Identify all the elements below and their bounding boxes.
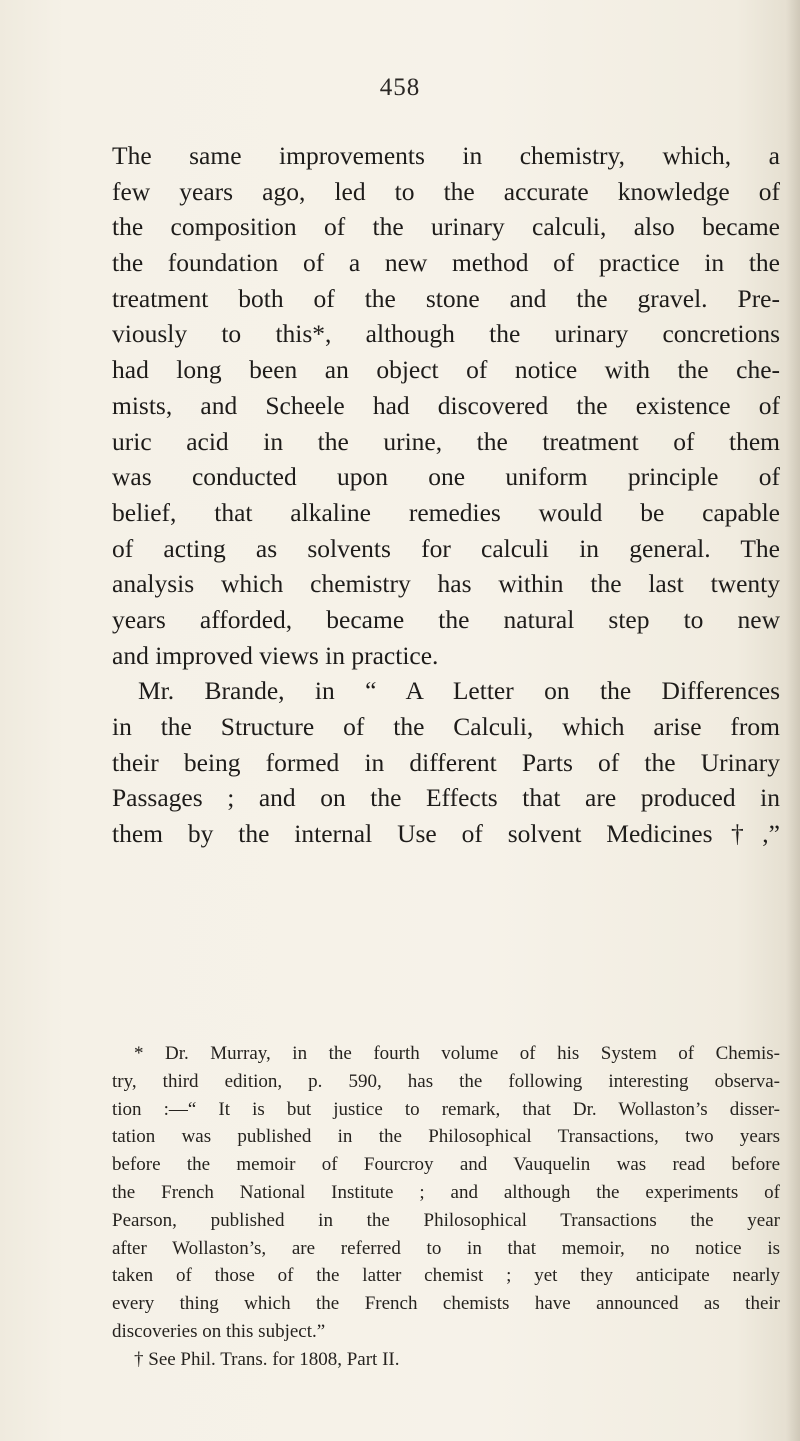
body-line: The same improvements in chemistry, which, a [112,141,780,170]
footnotes-block [112,1040,780,1374]
body-line: viously to this*, although the urinary concretions [112,319,780,349]
body-line: treatment both of the stone and the gravel. Pre- [112,283,780,313]
body-line: their being formed in different Parts of the Urinary [112,747,780,777]
footnote-line: † See Phil. Trans. for 1808, Part II. [134,1348,400,1370]
footnote-line: tion :—“ It is but justice to remark, that Dr. Wollaston’s disser- [112,1098,780,1120]
body-line: analysis which chemistry has within the last twenty [112,569,780,599]
footnote-line: discoveries on this subject.” [112,1320,326,1342]
body-line: in the Structure of the Calculi, which arise from [112,712,780,741]
footnote-line: the French National Institute ; and although the experiments of [112,1181,780,1203]
body-line: of acting as solvents for calculi in general. The [112,533,780,563]
body-line: was conducted upon one uniform principle of [112,462,780,492]
footnote-line: * Dr. Murray, in the fourth volume of his System of Chemis- [134,1043,780,1064]
footnote-line: try, third edition, p. 590, has the following interesting observa- [112,1070,780,1092]
footnote-line: before the memoir of Fourcroy and Vauquelin was read before [112,1154,780,1176]
main-text-block [112,138,780,852]
footnote-line: Pearson, published in the Philosophical Transactions the year [112,1209,780,1231]
body-line: had long been an object of notice with the che- [112,355,780,385]
body-line: belief, that alkaline remedies would be capable [112,497,780,527]
footnote-line: tation was published in the Philosophical Transactions, two years [112,1126,780,1148]
body-line: Mr. Brande, in “ A Letter on the Differences [138,676,780,706]
body-line: Passages ; and on the Effects that are produced in [112,783,780,813]
footnote-line: after Wollaston’s, are referred to in that memoir, no notice is [112,1237,780,1259]
page-edge-shadow [786,0,800,1441]
body-line: uric acid in the urine, the treatment of them [112,426,780,456]
body-line: them by the internal Use of solvent Medicines†,” [112,819,780,849]
body-line: the composition of the urinary calculi, also became [112,212,780,242]
page-number: 458 [379,74,421,101]
body-line: mists, and Scheele had discovered the existence of [112,390,780,420]
body-line: and improved views in practice. [112,640,439,670]
body-line: few years ago, led to the accurate knowledge of [112,176,780,206]
body-line: the foundation of a new method of practice in the [112,248,780,278]
footnote-line: taken of those of the latter chemist ; yet they anticipate nearly [112,1265,780,1287]
footnote-line: every thing which the French chemists have announced as their [112,1293,780,1315]
body-line: years afforded, became the natural step to new [112,604,780,634]
